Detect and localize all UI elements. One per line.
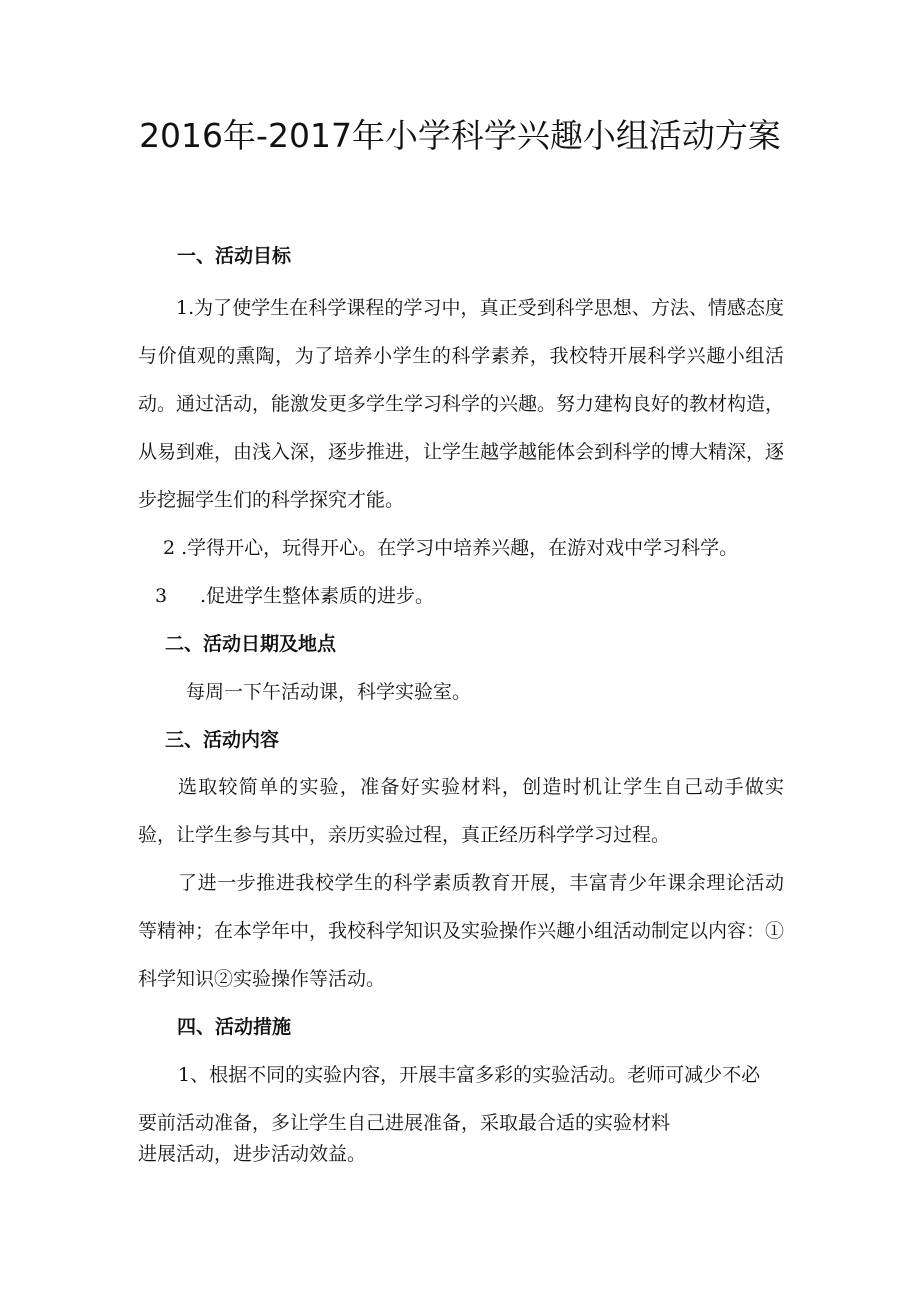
paragraph-goal-2: 2 .学得开心，玩得开心。在学习中培养兴趣，在游对戏中学习科学。 — [163, 537, 739, 559]
goal-3-number: 3 — [155, 585, 168, 607]
heading-date-location: 二、活动日期及地点 — [165, 633, 337, 655]
paragraph-date-location: 每周一下午活动课，科学实验室。 — [186, 681, 472, 703]
paragraph-measures-line-1: 1、根据不同的实验内容，开展丰富多彩的实验活动。老师可减少不必 — [178, 1064, 761, 1086]
paragraph-goal-1: 1.为了使学生在科学课程的学习中，真正受到科学思想、方法、情感态度与价值观的熏陶，为了培养小学生的科学素养，我校特开展科学兴趣小组活动。通过活动，能激发更多学生学习科学的兴趣。努力建构良好的教材构造，从易到难，由浅入深，逐步推进，让学生越学越能体会到科学的博大精深，逐步挖掘学生们的科学探究才能。 — [138, 297, 785, 511]
paragraph-content-1: 选取较简单的实验，准备好实验材料，创造时机让学生自己动手做实验，让学生参与其中，亲历实验过程，真正经历科学学习过程。 — [138, 776, 784, 846]
heading-activity-content: 三、活动内容 — [165, 729, 280, 751]
heading-activity-goals: 一、活动目标 — [177, 245, 292, 267]
paragraph-measures-line-3: 进展活动，进步活动效益。 — [138, 1143, 367, 1165]
paragraph-measures-line-2: 要前活动准备，多让学生自己进展准备，采取最合适的实验材料 — [138, 1112, 671, 1134]
heading-activity-measures: 四、活动措施 — [177, 1016, 292, 1038]
paragraph-content-2: 了进一步推进我校学生的科学素质教育开展，丰富青少年课余理论活动等精神；在本学年中，我校科学知识及实验操作兴趣小组活动制定以内容：①科学知识②实验操作等活动。 — [138, 872, 785, 990]
paragraph-goal-3: .促进学生整体素质的进步。 — [200, 585, 435, 607]
document-title: 2016年-2017年小学科学兴趣小组活动方案 — [139, 116, 781, 155]
